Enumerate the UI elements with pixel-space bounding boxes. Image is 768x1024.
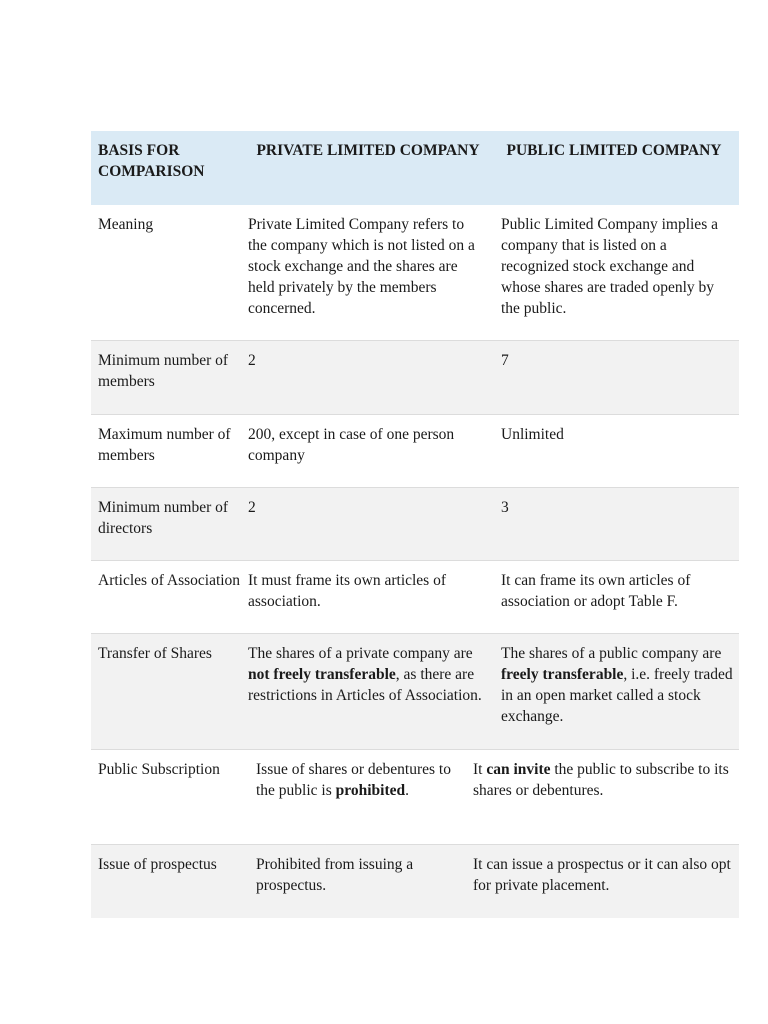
row-private: 200, except in case of one person company [248,426,455,464]
row-private: 2 [248,352,256,369]
row-public: 7 [501,352,509,369]
text-segment: The shares of a public company are [501,645,722,662]
text-segment: It [473,761,487,778]
table-row [91,561,739,634]
row-private [248,643,484,706]
row-basis: Maximum number of members [98,426,231,464]
text-segment: the public to subscribe to its shares or debentures. [473,761,729,799]
header-private: PRIVATE LIMITED COMPANY [256,142,480,159]
row-basis: Articles of Association [98,572,241,589]
table-row [91,845,739,918]
row-public: It can frame its own articles of association or adopt Table F. [501,572,691,610]
row-private: Private Limited Company refers to the company which is not listed on a stock exchange and the shares are held privately by the members concerned. [248,216,475,317]
text-segment: Issue of shares or debentures to the public is [256,761,451,799]
table-row [91,415,739,488]
row-public: 3 [501,499,509,516]
row-private: Prohibited from issuing a prospectus. [256,856,414,894]
row-basis: Meaning [98,216,154,233]
table-row [91,750,739,845]
row-basis: Minimum number of directors [98,499,229,537]
row-public: Unlimited [501,426,564,443]
row-public: It can issue a prospectus or it can also opt for private placement. [473,856,731,894]
header-public: PUBLIC LIMITED COMPANY [506,142,722,159]
row-private: It must frame its own articles of association. [248,572,447,610]
table-row [91,634,739,750]
header-basis: BASIS FOR COMPARISON [98,142,205,180]
row-private [256,759,466,801]
table-row [91,341,739,415]
text-segment: . [405,782,410,799]
row-public [473,759,731,801]
text-segment: , i.e. freely traded in an open market called a stock exchange. [501,666,733,725]
table-header-row [91,131,739,205]
row-public [501,643,733,727]
row-basis: Public Subscription [98,761,220,778]
table-row [91,205,739,341]
table-row [91,488,739,561]
text-segment: The shares of a private company are [248,645,473,662]
row-basis: Transfer of Shares [98,645,212,662]
comparison-table [91,131,739,918]
row-public: Public Limited Company implies a company that is listed on a recognized stock exchange and whose shares are traded openly by the public. [501,216,718,317]
bold-text: freely transferable [501,666,624,683]
text-segment: , as there are restrictions in Articles of Association. [248,666,482,704]
row-private: 2 [248,499,256,516]
bold-text: not freely transferable [248,666,396,683]
row-basis: Issue of prospectus [98,856,217,873]
bold-text: prohibited [335,782,406,799]
bold-text: can invite [486,761,551,778]
row-basis: Minimum number of members [98,352,229,390]
